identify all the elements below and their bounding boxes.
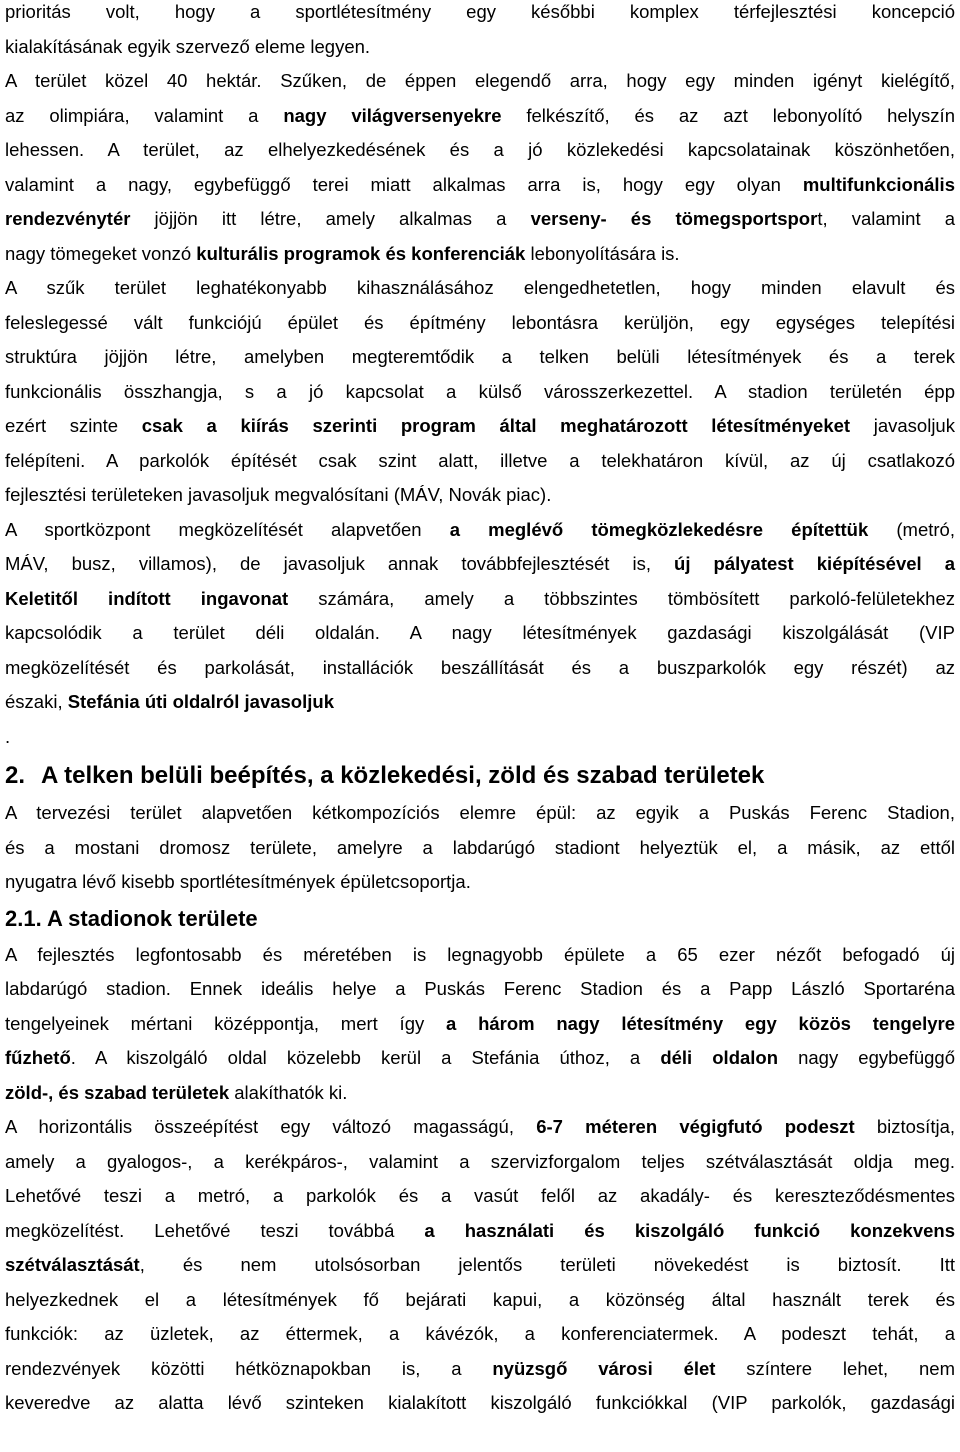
text-line [5,1386,955,1421]
text-span: kapcsolódik a terület déli oldalán. A nagy létesítmények gazdasági kiszolgálását (VIP [5,622,955,643]
bold-text: a meglévő tömegközlekedésre építettük [449,518,869,540]
text-line [5,1076,955,1111]
section-number: 2. [5,762,26,789]
text-line [5,1214,955,1249]
text-span: színtere lehet, nem [715,1357,955,1379]
text-line [5,444,955,479]
text-span: felépíteni. A parkolók építését csak szint alatt, illetve a telekhatáron kívül, az új csatlakozó [5,449,955,471]
bold-text: zöld-, és szabad területek [5,1081,230,1103]
text-span: fejlesztési területeken javasoljuk megvalósítani (MÁV, Novák piac). [5,484,552,505]
text-line [5,513,955,548]
text-span: nagy tömegeket vonzó [5,242,197,264]
text-line [5,202,955,237]
bold-text: fűzhető [5,1047,71,1068]
text-line [5,685,955,720]
text-span: számára, amely a többszintes tömbösített parkoló-felületekhez [288,587,955,609]
text-line [5,271,955,306]
text-span: Lehetővé teszi a metró, a parkolók és a vasút felől az akadály- és kereszteződésmentes [5,1185,955,1206]
text-span: megközelítését és parkolását, installációk beszállítását és a buszparkolók egy részét) az [5,656,955,678]
text-line [5,168,955,203]
bold-text: nyüzsgő városi élet [492,1357,716,1379]
text-line [5,831,955,866]
text-span: , és nem utolsósorban jelentős területi növekedést is biztosít. Itt [139,1254,955,1275]
text-line [5,651,955,686]
text-span: A horizontális összeépítést egy változó magasságú, [5,1116,537,1137]
text-span: keveredve az alatta lévő szinteken kialakított kiszolgáló funkciókkal (VIP parkolók, gazdasági [5,1392,955,1413]
bold-text: Keletitől indított ingavonat [5,587,289,609]
text-line [5,720,955,755]
text-line [5,1007,955,1042]
text-line [5,796,955,831]
text-span: . A kiszolgáló oldal közelebb kerül a Stefánia úthoz, a [70,1047,661,1068]
text-line [5,1283,955,1318]
text-span: javasoljuk [850,415,955,436]
text-span: az olimpiára, valamint a [5,104,284,126]
section-heading [5,756,955,796]
text-span: amely a gyalogos-, a kerékpáros-, valamint a szervizforgalom teljes szétválasztását oldja meg. [5,1150,955,1172]
text-line [5,0,955,30]
text-line [5,306,955,341]
text-span: északi, [5,691,68,712]
text-line [5,972,955,1007]
bold-text: déli oldalon [660,1047,779,1068]
text-span: tengelyeinek mértani középpontja, mert így [5,1012,447,1034]
bold-text: szétválasztását [5,1254,140,1275]
section-title: A telken belüli beépítés, a közlekedési, zöld és szabad területek [41,762,765,789]
text-span: A terület közel 40 hektár. Szűken, de éppen elegendő arra, hogy egy minden igényt kielégítő, [5,70,955,91]
text-span: valamint a nagy, egybefüggő terei miatt alkalmas arra is, hogy egy olyan [5,173,803,195]
text-line [5,409,955,444]
bold-text: új pályatest kiépítésével a [674,553,955,574]
text-line [5,1145,955,1180]
document-body [5,0,955,1421]
text-span: nyugatra lévő kisebb sportlétesítmények épületcsoportja. [5,871,471,892]
bold-text: csak a kiírás szerinti program által meghatározott létesítményeket [141,415,851,436]
text-span: A sportközpont megközelítését alapvetően [5,518,450,540]
text-line [5,1248,955,1283]
text-span: ezért szinte [5,415,142,436]
text-span: prioritás volt, hogy a sportlétesítmény egy későbbi komplex térfejlesztési koncepció [5,1,955,22]
bold-text: a három nagy létesítmény egy közös tengelyre [446,1012,955,1034]
text-line [5,99,955,134]
text-span: kialakításának egyik szervező eleme legyen. [5,35,371,57]
text-span: helyezkednek el a létesítmények fő bejárati kapui, a közönség által használt terek és [5,1288,955,1310]
text-line [5,865,955,900]
text-span: nagy egybefüggő [778,1047,956,1068]
bold-text: 6-7 méteren végigfutó podeszt [536,1116,855,1137]
text-span: funkciók: az üzletek, az éttermek, a kávézók, a konferenciatermek. A podeszt tehát, a [5,1323,955,1344]
text-line [5,1179,955,1214]
bold-text: multifunkcionális [802,173,955,195]
text-span: feleslegessé vált funkciójú épület és építmény lebontásra kerüljön, egy egységes telepítési [5,311,955,333]
subsection-heading [5,900,955,938]
text-span: t, valamint a [817,208,955,229]
text-line [5,237,955,272]
text-span: felkészítő, és az azt lebonyolító helyszín [501,104,955,126]
text-span: alakíthatók ki. [229,1081,348,1103]
text-span: megközelítést. Lehetővé teszi továbbá [5,1219,425,1241]
text-span: . [5,725,11,747]
text-line [5,1352,955,1387]
text-span: labdarúgó stadion. Ennek ideális helye a Puskás Ferenc Stadion és a Papp László Sportaréna [5,978,955,999]
text-span: A szűk terület leghatékonyabb kihasználásához elengedhetetlen, hogy minden elavult és [5,277,955,298]
bold-text: Stefánia úti oldalról javasoljuk [67,691,334,712]
text-line [5,1041,955,1076]
text-span: struktúra jöjjön létre, amelyben megteremtődik a telken belüli létesítmények és a terek [5,346,955,367]
text-span: biztosítja, [854,1116,956,1137]
text-line [5,616,955,651]
text-line [5,64,955,99]
text-line [5,938,955,973]
text-span: és a mostani dromosz területe, amelyre a labdarúgó stadiont helyeztük el, a másik, az ettől [5,836,955,858]
text-line [5,340,955,375]
text-span: rendezvények közötti hétköznapokban is, a [5,1357,493,1379]
text-span: MÁV, busz, villamos), de javasoljuk annak továbbfejlesztését is, [5,553,675,574]
text-span: lehessen. A terület, az elhelyezkedésének és a jó közlekedési kapcsolatainak köszönhetően, [5,139,955,160]
text-line [5,1110,955,1145]
text-span: funkcionális összhangja, s a jó kapcsolat a külső városszerkezettel. A stadion területén épp [5,380,955,402]
text-line [5,133,955,168]
bold-text: nagy világversenyekre [283,104,502,126]
text-span: (metró, [868,518,955,540]
subsection-title: 2.1. A stadionok területe [5,905,258,931]
bold-text: kulturális programok és konferenciák [196,242,526,264]
text-line [5,547,955,582]
text-line [5,30,955,65]
text-line [5,1317,955,1352]
text-span: A fejlesztés legfontosabb és méretében is legnagyobb épülete a 65 ezer nézőt befogadó új [5,943,955,965]
text-line [5,375,955,410]
bold-text: a használati és kiszolgáló funkció konzekvens [424,1219,955,1241]
text-span: lebonyolítására is. [525,242,680,264]
text-span: jöjjön itt létre, amely alkalmas a [130,208,531,229]
text-span: A tervezési terület alapvetően kétkompozíciós elemre épül: az egyik a Puskás Ferenc Stadion, [5,802,955,823]
bold-text: rendezvénytér [5,208,131,229]
text-line [5,582,955,617]
text-line [5,478,955,513]
bold-text: verseny- és tömegsportspor [530,208,818,229]
